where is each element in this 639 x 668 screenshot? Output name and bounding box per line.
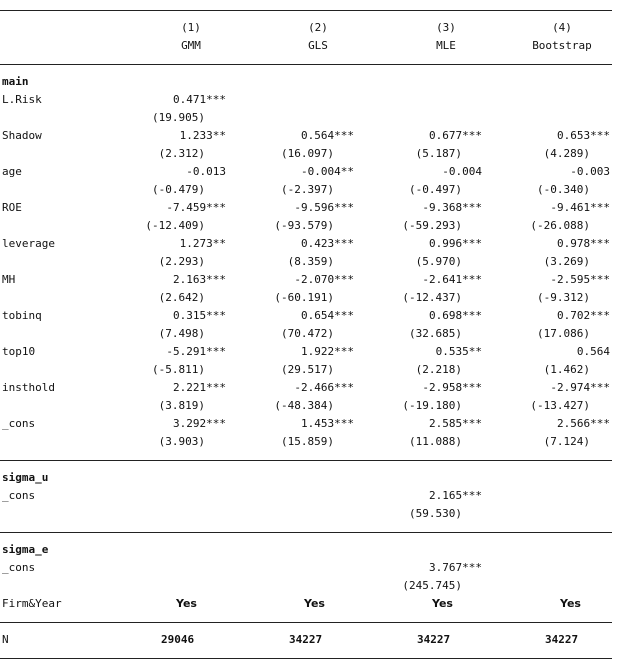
row-label: ROE <box>2 201 22 214</box>
coef-cell: 0.315*** <box>173 309 226 322</box>
tstat-cell: (2.218) <box>415 363 462 376</box>
n-cell: 34227 <box>545 633 579 646</box>
fe-cell: Yes <box>304 597 325 610</box>
coef-cell: -0.003 <box>570 165 610 178</box>
tstat-cell: (3.903) <box>158 435 205 448</box>
row-label: top10 <box>2 345 36 358</box>
coef-cell: 3.292*** <box>173 417 226 430</box>
col-header-name: GMM <box>181 39 201 52</box>
coef-cell: 0.653*** <box>557 129 610 142</box>
coef-cell: -0.013 <box>186 165 226 178</box>
col-header-number: (2) <box>308 21 328 34</box>
tstat-cell: (70.472) <box>281 327 334 340</box>
coef-cell: 2.165*** <box>429 489 482 502</box>
fe-cell: Yes <box>432 597 453 610</box>
bottom-rule <box>0 658 612 659</box>
tstat-cell: (11.088) <box>409 435 462 448</box>
col-header-name: GLS <box>308 39 328 52</box>
tstat-cell: (5.187) <box>415 147 462 160</box>
coef-cell: -2.595*** <box>550 273 610 286</box>
coef-cell: 0.471*** <box>173 93 226 106</box>
n-cell: 34227 <box>289 633 323 646</box>
coef-cell: -2.070*** <box>294 273 354 286</box>
coef-cell: 0.423*** <box>301 237 354 250</box>
row-label: Firm&Year <box>2 597 62 610</box>
tstat-cell: (19.905) <box>152 111 205 124</box>
section-rule-sigma-u <box>0 460 612 461</box>
row-label: leverage <box>2 237 55 250</box>
row-label: Shadow <box>2 129 42 142</box>
coef-cell: -7.459*** <box>166 201 226 214</box>
row-label: _cons <box>2 417 36 430</box>
tstat-cell: (-0.479) <box>152 183 205 196</box>
n-rule <box>0 622 612 623</box>
tstat-cell: (-19.180) <box>402 399 462 412</box>
tstat-cell: (-5.811) <box>152 363 205 376</box>
coef-cell: -0.004 <box>442 165 482 178</box>
tstat-cell: (-9.312) <box>537 291 590 304</box>
coef-cell: 1.273** <box>179 237 226 250</box>
coef-cell: -2.466*** <box>294 381 354 394</box>
top-rule <box>0 10 612 11</box>
coef-cell: -9.461*** <box>550 201 610 214</box>
coef-cell: 2.221*** <box>173 381 226 394</box>
header-rule <box>0 64 612 65</box>
fe-cell: Yes <box>560 597 581 610</box>
tstat-cell: (4.289) <box>543 147 590 160</box>
row-label: MH <box>2 273 16 286</box>
coef-cell: 0.702*** <box>557 309 610 322</box>
section-label-main: main <box>2 75 29 88</box>
tstat-cell: (2.642) <box>158 291 205 304</box>
tstat-cell: (-26.088) <box>530 219 590 232</box>
coef-cell: 0.677*** <box>429 129 482 142</box>
coef-cell: 2.163*** <box>173 273 226 286</box>
coef-cell: 0.996*** <box>429 237 482 250</box>
tstat-cell: (-59.293) <box>402 219 462 232</box>
coef-cell: -0.004** <box>301 165 354 178</box>
tstat-cell: (2.293) <box>158 255 205 268</box>
tstat-cell: (-13.427) <box>530 399 590 412</box>
col-header-number: (3) <box>436 21 456 34</box>
tstat-cell: (-12.437) <box>402 291 462 304</box>
row-label: insthold <box>2 381 55 394</box>
coef-cell: 0.698*** <box>429 309 482 322</box>
coef-cell: 1.233** <box>179 129 226 142</box>
section-label-sigma-u: sigma_u <box>2 471 49 484</box>
tstat-cell: (7.498) <box>158 327 205 340</box>
tstat-cell: (7.124) <box>543 435 590 448</box>
tstat-cell: (16.097) <box>281 147 334 160</box>
tstat-cell: (3.819) <box>158 399 205 412</box>
coef-cell: 1.453*** <box>301 417 354 430</box>
section-rule-sigma-e <box>0 532 612 533</box>
col-header-name: Bootstrap <box>532 39 592 52</box>
row-label: L.Risk <box>2 93 42 106</box>
row-label: age <box>2 165 22 178</box>
tstat-cell: (2.312) <box>158 147 205 160</box>
n-cell: 29046 <box>161 633 195 646</box>
col-header-name: MLE <box>436 39 456 52</box>
coef-cell: 2.585*** <box>429 417 482 430</box>
coef-cell: 0.564 <box>576 345 610 358</box>
coef-cell: -9.368*** <box>422 201 482 214</box>
tstat-cell: (32.685) <box>409 327 462 340</box>
row-label: N <box>2 633 9 646</box>
coef-cell: -2.641*** <box>422 273 482 286</box>
coef-cell: 3.767*** <box>429 561 482 574</box>
col-header-number: (1) <box>181 21 201 34</box>
tstat-cell: (5.970) <box>415 255 462 268</box>
col-header-number: (4) <box>552 21 572 34</box>
coef-cell: -9.596*** <box>294 201 354 214</box>
tstat-cell: (8.359) <box>287 255 334 268</box>
section-label-sigma-e: sigma_e <box>2 543 49 556</box>
row-label: tobinq <box>2 309 42 322</box>
tstat-cell: (-0.340) <box>537 183 590 196</box>
tstat-cell: (59.530) <box>409 507 462 520</box>
n-cell: 34227 <box>417 633 451 646</box>
tstat-cell: (-60.191) <box>274 291 334 304</box>
coef-cell: 2.566*** <box>557 417 610 430</box>
tstat-cell: (3.269) <box>543 255 590 268</box>
tstat-cell: (-0.497) <box>409 183 462 196</box>
tstat-cell: (-12.409) <box>145 219 205 232</box>
row-label: _cons <box>2 489 36 502</box>
fe-cell: Yes <box>176 597 197 610</box>
tstat-cell: (-48.384) <box>274 399 334 412</box>
tstat-cell: (1.462) <box>543 363 590 376</box>
coef-cell: -2.974*** <box>550 381 610 394</box>
coef-cell: 0.564*** <box>301 129 354 142</box>
coef-cell: 1.922*** <box>301 345 354 358</box>
coef-cell: 0.535** <box>435 345 482 358</box>
tstat-cell: (-2.397) <box>281 183 334 196</box>
coef-cell: 0.978*** <box>557 237 610 250</box>
tstat-cell: (-93.579) <box>274 219 334 232</box>
tstat-cell: (15.859) <box>281 435 334 448</box>
coef-cell: -5.291*** <box>166 345 226 358</box>
coef-cell: 0.654*** <box>301 309 354 322</box>
row-label: _cons <box>2 561 36 574</box>
tstat-cell: (17.086) <box>537 327 590 340</box>
coef-cell: -2.958*** <box>422 381 482 394</box>
tstat-cell: (245.745) <box>402 579 462 592</box>
tstat-cell: (29.517) <box>281 363 334 376</box>
